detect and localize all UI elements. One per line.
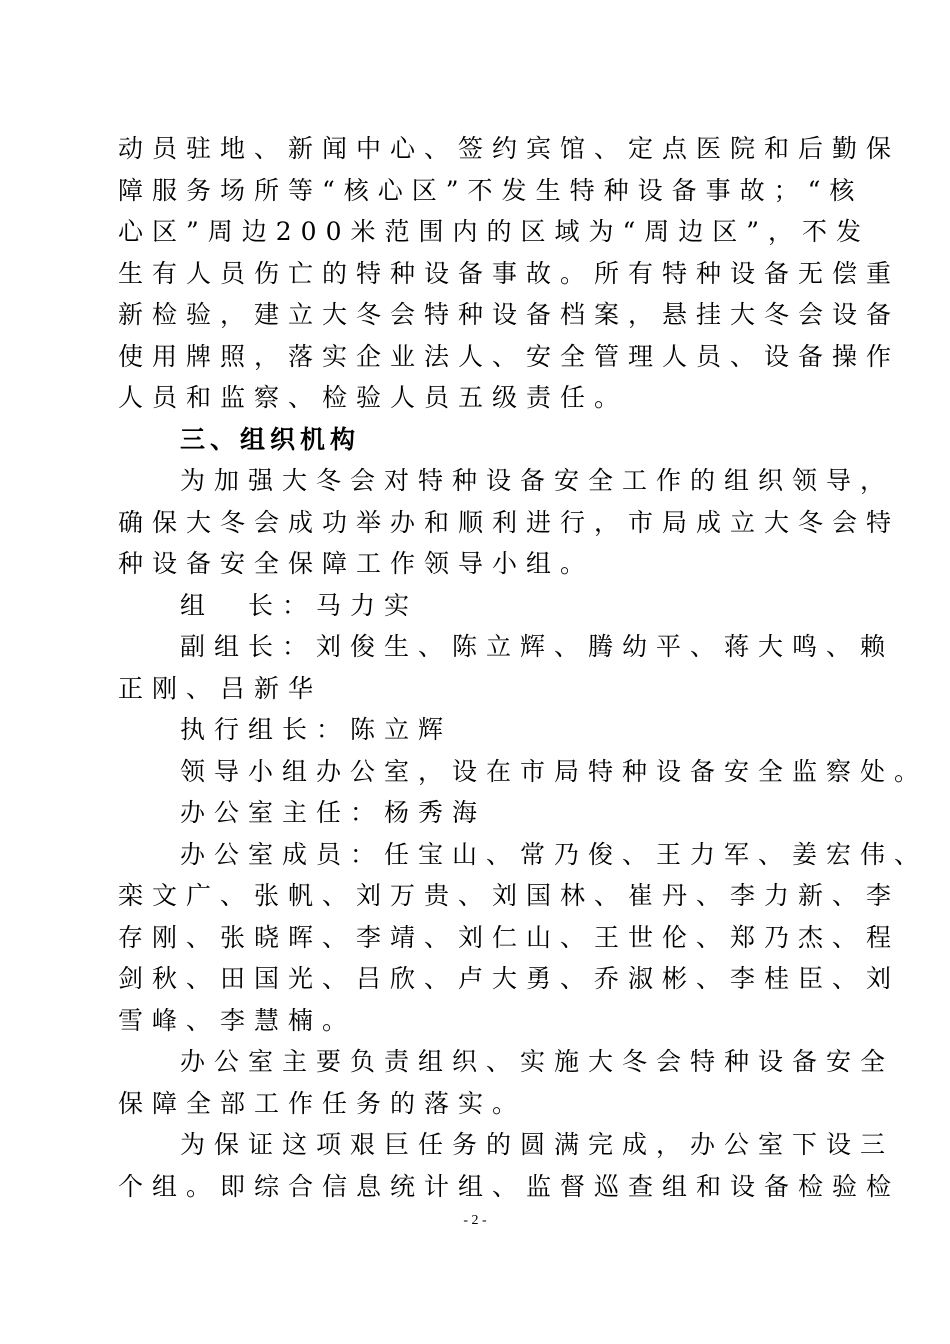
body-text-line: 人员和监察、检验人员五级责任。: [118, 383, 629, 412]
deputy-leaders-line: 副组长：刘俊生、陈立辉、腾幼平、蒋大鸣、赖: [180, 632, 895, 661]
office-members-line: 办公室成员：任宝山、常乃俊、王力军、姜宏伟、: [180, 840, 929, 869]
body-text-line: 个组。即综合信息统计组、监督巡查组和设备检验检: [118, 1172, 901, 1201]
body-text-line: 确保大冬会成功举办和顺利进行，市局成立大冬会特: [118, 508, 901, 537]
body-text-line: 障服务场所等“核心区”不发生特种设备事故；“核: [118, 176, 864, 205]
body-text-line: 新检验，建立大冬会特种设备档案，悬挂大冬会设备: [118, 300, 901, 329]
body-text-line: 生有人员伤亡的特种设备事故。所有特种设备无偿重: [118, 259, 901, 288]
body-text-line: 正刚、吕新华: [118, 674, 323, 703]
page-number: - 2 -: [463, 1213, 487, 1228]
executive-leader-line: 执行组长：陈立辉: [180, 715, 453, 744]
paragraph-first-line: 为保证这项艰巨任务的圆满完成，办公室下设三: [180, 1130, 895, 1159]
body-text-line: 存刚、张晓晖、李靖、刘仁山、王世伦、郑乃杰、程: [118, 923, 901, 952]
body-text-line: 种设备安全保障工作领导小组。: [118, 549, 595, 578]
body-text-line: 动员驻地、新闻中心、签约宾馆、定点医院和后勤保: [118, 134, 901, 163]
body-text-line: 雪峰、李慧楠。: [118, 1006, 357, 1035]
leader-line: 组 长：马力实: [180, 591, 419, 620]
paragraph-first-line: 办公室主要负责组织、实施大冬会特种设备安全: [180, 1047, 895, 1076]
office-location-line: 领导小组办公室，设在市局特种设备安全监察处。: [180, 757, 929, 786]
body-text-line: 心区”周边200米范围内的区域为“周边区”，不发: [118, 217, 871, 246]
body-text-line: 栾文广、张帆、刘万贵、刘国林、崔丹、李力新、李: [118, 881, 901, 910]
body-text-line: 保障全部工作任务的落实。: [118, 1089, 527, 1118]
paragraph-first-line: 为加强大冬会对特种设备安全工作的组织领导，: [180, 466, 895, 495]
body-text-line: 使用牌照，落实企业法人、安全管理人员、设备操作: [118, 342, 901, 371]
office-director-line: 办公室主任：杨秀海: [180, 798, 487, 827]
body-text-line: 剑秋、田国光、吕欣、卢大勇、乔淑彬、李桂臣、刘: [118, 964, 901, 993]
section-heading: 三、组织机构: [180, 425, 361, 454]
